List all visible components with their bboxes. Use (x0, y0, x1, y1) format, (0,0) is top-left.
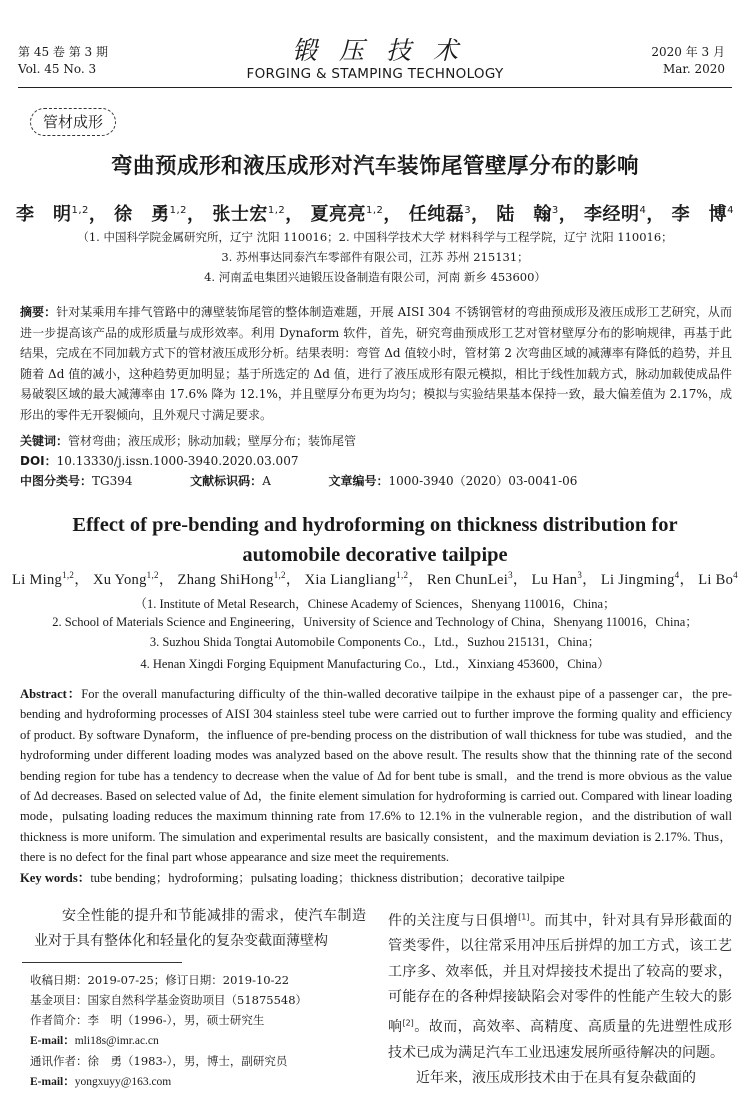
body-paragraph-1: 件的关注度与日俱增[1]。而其中，针对具有异形截面的管类零件，以往常采用冲压后拼焊的加工方式，该工艺工序多、效率低，并且对焊接技术提出了较高的要求，可能存在的各种焊接缺陷会对零件的性能产生较大的影响[2]。故而，高效率、高精度、高质量的先进塑性成形技术已成为满足汽车工业迅速发展所亟待解决的问题。 (388, 912, 733, 1061)
citation-ref[interactable]: [1] (518, 912, 530, 921)
author-cn: 夏亮亮$^{1,2}$ (310, 204, 384, 225)
author-cn: 徐 勇$^{1,2}$ (114, 204, 188, 225)
journal-name-en: FORGING & STAMPING TECHNOLOGY (246, 66, 504, 82)
author-list-cn: 李 明$^{1,2}$， 徐 勇$^{1,2}$， 张士宏$^{1,2}$， 夏亮亮$^{1,2}$， 任纯磊$^3$， 陆 翰$^3$， 李经明$^4$， 李 博$^4$ (15, 204, 735, 225)
author-en: Zhang ShiHong$^{1,2}$ (177, 570, 286, 588)
volume-issue-en: Vol. 45 No. 3 (18, 62, 97, 76)
issue-date-cn: 2020 年 3 月 (651, 45, 725, 59)
email-link[interactable]: mli18s@imr.ac.cn (74, 1035, 159, 1047)
running-header-right (651, 44, 725, 78)
issue-date-en: Mar. 2020 (662, 62, 725, 76)
body-left-column: 安全性能的提升和节能减排的需求，使汽车制造业对于具有整体化和轻量化的复杂变截面薄壁构 (34, 908, 366, 949)
abstract-cn-label: 摘要： (20, 305, 57, 319)
abstract-cn-text: 针对某乘用车排气管路中的薄壁装饰尾管的整体制造难题，开展 AISI 304 不锈钢管材的弯曲预成形及液压成形工艺研究，从而进一步提高该产品的成形质量与成形效率。利用 Dynaform 软件，首先，研究弯曲预成形工艺对管材壁厚分布的影响规律，再基于此结果，完成在不同加载方式下的管材液压成形分析。结果表明：弯管 Δd 值较小时，管材第 2 次弯曲区域的减薄率有降低的趋势，并且随着 Δd 值的减小，这种趋势更加明显；基于所选定的 Δd 值，进行了液压成形有限元模拟，相比于线性加载方式，脉动加载使成品件易破裂区域的最大减薄率由 17.6% 降为 12.1%，并且壁厚分布更为均匀；模拟与实验结果基本保持一致，最大偏差值为 2.17%，成形出的零件无开裂倾向，且外观尺寸满足要求。 (20, 305, 732, 422)
journal-name-cn: 锻压技术 (291, 36, 480, 65)
affiliation-cn-3: 4. 河南孟电集团兴迪锻压设备制造有限公司，河南 新乡 453600） (204, 270, 546, 284)
section-tag: 管材成形 (30, 108, 116, 136)
footnote-corresponding: 通讯作者：徐 勇（1983-），男，博士，副研究员 (30, 1054, 288, 1068)
affiliation-en-1: （1. Institute of Metal Research，Chinese Academy of Sciences，Shenyang 110016，China； (134, 597, 616, 611)
paper-title-en: Effect of pre-bending and hydroforming on thickness distribution for automobile decorative tailpipe (72, 514, 678, 566)
doi-line: DOI：10.13330/j.issn.1000-3940.2020.03.007 (20, 454, 299, 468)
body-paragraph-2: 近年来，液压成形技术由于在具有复杂截面的 (416, 1070, 696, 1087)
paper-title-cn: 弯曲预成形和液压成形对汽车装饰尾管壁厚分布的影响 (110, 154, 639, 179)
footnote-author: 作者简介：李 明（1996-），男，硕士研究生 (30, 1013, 265, 1027)
author-list-en: Li Ming$^{1,2}$， Xu Yong$^{1,2}$， Zhang ShiHong$^{1,2}$， Xia Liangliang$^{1,2}$， Ren ChunLei$^3$， Lu Han$^3$， Li Jingming$^4$， Li Bo$^4$ (12, 570, 738, 588)
body-right-column (388, 904, 732, 1092)
author-cn: 张士宏$^{1,2}$ (212, 204, 286, 225)
author-en: Xia Liangliang$^{1,2}$ (304, 570, 409, 588)
journal-masthead (0, 36, 750, 82)
abstract-en (20, 684, 732, 868)
affiliation-en-3: 3. Suzhou Shida Tongtai Automobile Components Co.，Ltd.，Suzhou 215131，China； (149, 635, 601, 649)
keywords-cn: 关键词：管材弯曲；液压成形；脉动加载；壁厚分布；装饰尾管 (20, 434, 357, 448)
author-en: Li Ming$^{1,2}$ (12, 570, 75, 588)
author-cn: 陆 翰$^3$ (496, 204, 559, 225)
author-en: Xu Yong$^{1,2}$ (92, 570, 159, 588)
header-rule (18, 87, 732, 88)
affiliation-cn-2: 3. 苏州事达同泰汽车零部件有限公司，江苏 苏州 215131； (221, 250, 529, 264)
abstract-en-text: For the overall manufacturing difficulty of the thin-walled decorative tailpipe in the exhaust pipe of a passenger car，the pre-bending and hydroforming processes of AISI 304 stainless steel tube were carried out to further improve the forming quality and efficiency of product. By software Dynaform，the influence of pre-bending process on the distribution of wall thickness for tube was studied，and the hydroforming under different loading modes was analyzed based on the above result. The results show that the thinning rate of the second bending region for tube has a tendency to decrease when the value of Δd for bent tube is small，and the trend is more obvious as the value of Δd decreases. Based on selected value of Δd，the finite element simulation for hydroforming is carried out. Compared with linear loading mode，pulsating loading reduces the maximum thinning rate from 17.6% to 12.1% in the vulnerable region，and the distribution of wall thickness is more uniform. The simulation and experimental results are basically consistent，and the maximum deviation is 2.17%. Thus，there is no defect for the final part whose appearance and size meet the requirements. (20, 687, 732, 865)
author-cn: 李经明$^4$ (584, 204, 647, 225)
footnote (30, 970, 370, 1092)
author-en: Ren ChunLei$^3$ (427, 570, 513, 588)
citation-ref[interactable]: [2] (402, 1018, 414, 1028)
footnote-received: 收稿日期：2019-07-25；修订日期：2019-10-22 (30, 973, 290, 987)
affiliation-en-4: 4. Henan Xingdi Forging Equipment Manufacturing Co.，Ltd.，Xinxiang 453600，China） (140, 657, 610, 671)
affiliation-cn-1: （1. 中国科学院金属研究所，辽宁 沈阳 110016；2. 中国科学技术大学 材料科学与工程学院，辽宁 沈阳 110016； (77, 230, 673, 244)
author-cn: 李 明$^{1,2}$ (15, 204, 89, 225)
abstract-en-label: Abstract： (20, 687, 82, 701)
author-en: Li Bo$^4$ (698, 570, 738, 588)
affiliation-en-2: 2. School of Materials Science and Engineering，University of Science and Technology of China，Shenyang 110016，China； (52, 615, 698, 629)
author-cn: 任纯磊$^3$ (408, 204, 472, 225)
abstract-cn (20, 302, 732, 425)
footnote-email-2: E-mail：yongxuyy@163.com (30, 1076, 172, 1088)
email-link[interactable]: yongxuyy@163.com (74, 1076, 172, 1088)
author-en: Lu Han$^3$ (531, 570, 583, 588)
keywords-en: Key words：tube bending；hydroforming；pulsating loading；thickness distribution；decorative tailpipe (20, 871, 565, 885)
volume-issue-cn: 第 45 卷 第 3 期 (18, 45, 108, 59)
classification-line: 中图分类号：TG394 文献标识码：A 文章编号：1000-3940（2020）03-0041-06 (20, 474, 578, 488)
doi-value[interactable]: 10.13330/j.issn.1000-3940.2020.03.007 (56, 454, 299, 468)
footnote-fund: 基金项目：国家自然科学基金资助项目（51875548） (30, 993, 308, 1007)
footnote-email-1: E-mail：mli18s@imr.ac.cn (30, 1035, 159, 1047)
footnote-rule (22, 962, 182, 963)
author-cn: 李 博$^4$ (671, 204, 735, 225)
author-en: Li Jingming$^4$ (600, 570, 680, 588)
